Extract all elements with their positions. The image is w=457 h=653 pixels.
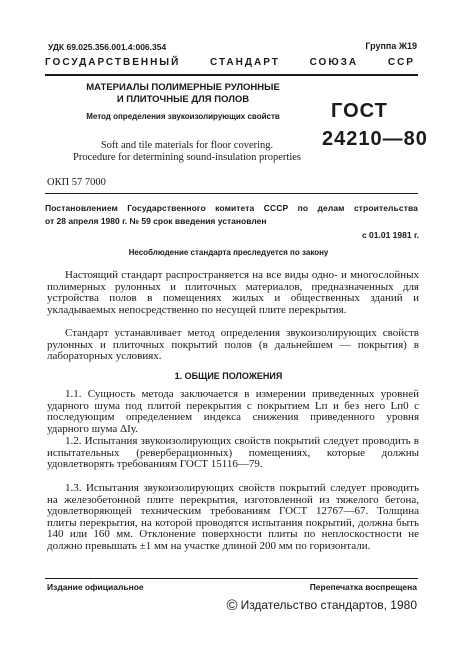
clause-1-1: 1.1. Сущность метода заключается в измерении приведенных уровней ударного шума под плитой перекрытия с покрытием Lп и без него Lп0 с последующим определением индекса снижения приведенного уровня ударного шума ΔIу. [47,388,419,435]
method-title: Метод определения звукоизолирующих свойств [86,112,280,121]
group-code: Группа Ж19 [365,41,417,51]
reprint-notice: Перепечатка воспрещена [309,582,417,592]
copyright-icon: © [226,597,238,614]
clause-1-3: 1.3. Испытания звукоизолирующих свойств покрытий следует проводить на железобетонной плите перекрытия, изготовленной из тяжелого бетона, удовлетворяющей техническим требованиям ГОСТ 12767—67. Толщина плиты перекрытия, на которой проводятся испытания покрытий, должна быть 140 или 160 мм. Отклонение поверхности плиты по неплоскостности не должно превышать ±1 мм на участке длиной 200 мм по горизонтали. [47,482,419,552]
english-title-line-2: Procedure for determining sound-insulation properties [72,152,302,163]
publisher-name: Издательство стандартов, 1980 [240,598,417,612]
section-heading: 1. ОБЩИЕ ПОЛОЖЕНИЯ [174,371,283,381]
decree-line-2: от 28 апреля 1980 г. № 59 срок введения установлен [45,216,267,226]
banner-word-3: СОЮЗА [309,57,359,68]
official-edition-label: Издание официальное [47,582,144,592]
title-block [58,82,308,121]
top-rule [45,74,418,76]
middle-rule [45,193,418,194]
gost-number: 24210—80 [322,128,428,150]
english-title-line-1: Soft and tile materials for floor covering. [100,140,274,151]
udk-code: УДК 69.025.356.001.4:006.354 [48,42,167,52]
legal-warning: Несоблюдение стандарта преследуется по закону [128,248,329,257]
gost-label: ГОСТ [331,100,388,122]
banner-word-1: ГОСУДАРСТВЕННЫЙ [45,57,181,68]
english-title [62,140,312,164]
intro-paragraph-1: Настоящий стандарт распространяется на все виды одно- и многослойных полимерных рулонных и плиточных материалов, предназначенных для устройства полов в помещениях жилых и общественных зданий и укладываемых непосредственно по несущей плите перекрытия. [47,269,419,316]
publisher-line [227,597,418,614]
okp-code: ОКП 57 7000 [47,177,106,188]
title-line-1: МАТЕРИАЛЫ ПОЛИМЕРНЫЕ РУЛОННЫЕ [86,82,280,93]
effective-date: с 01.01 1981 г. [361,230,419,240]
decree-line-1: Постановлением Государственного комитета СССР по делам строительства [45,203,418,213]
standard-banner [45,57,415,68]
banner-word-4: ССР [387,57,415,68]
banner-word-2: СТАНДАРТ [209,57,280,68]
intro-paragraph-2: Стандарт устанавливает метод определения звукоизолирующих свойств рулонных и плиточных покрытий полов (в дальнейшем — покрытия) в лабораторных условиях. [47,327,419,363]
clause-1-2: 1.2. Испытания звукоизолирующих свойств покрытий следует проводить в испытательных (реверберационных) помещениях, которые должны удовлетворять требованиям ГОСТ 15116—79. [47,435,419,471]
bottom-rule [45,578,418,579]
title-line-2: И ПЛИТОЧНЫЕ ДЛЯ ПОЛОВ [116,94,250,105]
